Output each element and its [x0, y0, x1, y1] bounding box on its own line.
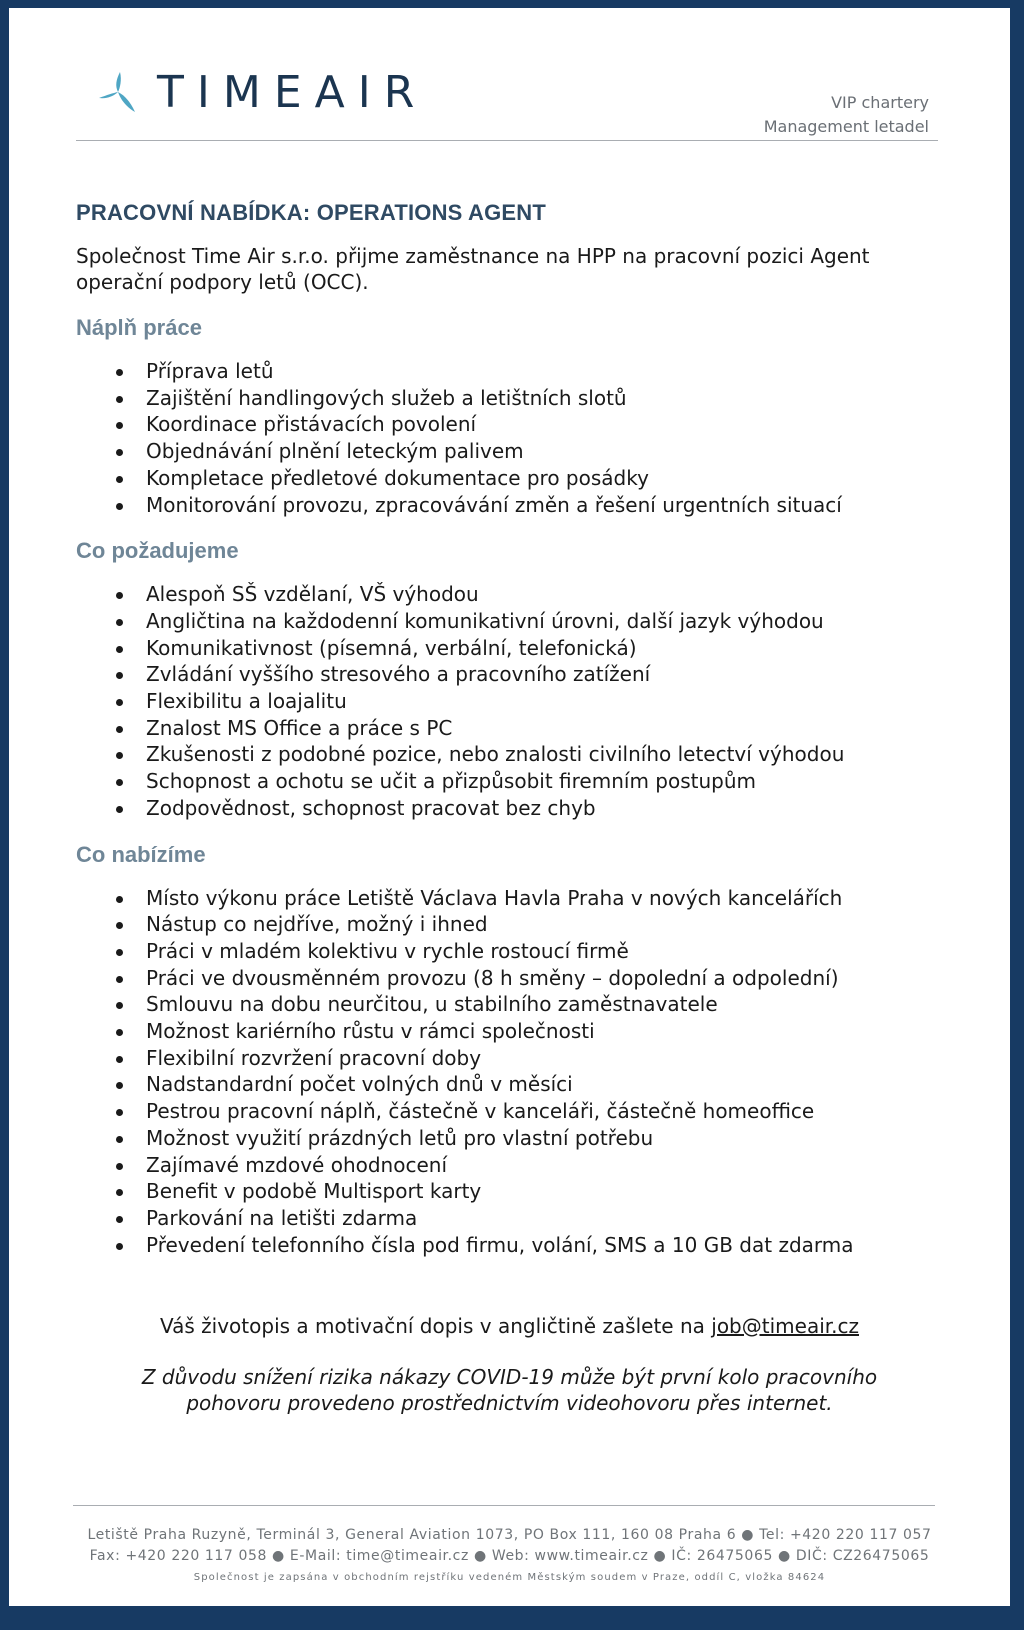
document-page	[9, 8, 1010, 1606]
list-item: Flexibilitu a loajalitu	[76, 688, 946, 715]
list-item: Angličtina na každodenní komunikativní úrovni, další jazyk výhodou	[76, 608, 946, 635]
list-item: Nadstandardní počet volných dnů v měsíci	[76, 1071, 946, 1098]
list-item: Koordinace přistávacích povolení	[76, 411, 946, 438]
list-item: Zvládání vyššího stresového a pracovního zatížení	[76, 661, 946, 688]
list-item: Příprava letů	[76, 358, 946, 385]
list-item: Místo výkonu práce Letiště Václava Havla Praha v nových kancelářích	[76, 885, 946, 912]
timeair-logo	[95, 62, 427, 122]
tagline	[764, 91, 929, 139]
header-divider	[76, 140, 938, 141]
tagline-line-1: VIP chartery	[831, 93, 929, 112]
list-item: Převedení telefonního čísla pod firmu, volání, SMS a 10 GB dat zdarma	[76, 1232, 946, 1259]
list-item: Práci ve dvousměnném provozu (8 h směny – dopolední a odpolední)	[76, 965, 946, 992]
list-item: Komunikativnost (písemná, verbální, telefonická)	[76, 635, 946, 662]
job-title: PRACOVNÍ NABÍDKA: OPERATIONS AGENT	[76, 200, 547, 225]
list-item: Znalost MS Office a práce s PC	[76, 715, 946, 742]
section-heading-nabizime: Co nabízíme	[76, 841, 206, 867]
cta-text: Váš životopis a motivační dopis v angličtině zašlete na	[160, 1314, 712, 1338]
list-item: Schopnost a ochotu se učit a přizpůsobit firemním postupům	[76, 768, 946, 795]
email-link[interactable]: job@timeair.cz	[711, 1314, 859, 1338]
list-item: Možnost kariérního růstu v rámci společnosti	[76, 1018, 946, 1045]
list-item: Flexibilní rozvržení pracovní doby	[76, 1045, 946, 1072]
list-item: Alespoň SŠ vzdělaní, VŠ výhodou	[76, 581, 946, 608]
list-item: Benefit v podobě Multisport karty	[76, 1178, 946, 1205]
list-item: Objednávání plnění leteckým palivem	[76, 438, 946, 465]
covid-note	[9, 1364, 1010, 1416]
footer-divider	[73, 1505, 935, 1506]
list-item: Možnost využití prázdných letů pro vlastní potřebu	[76, 1125, 946, 1152]
section-heading-pozadujeme: Co požadujeme	[76, 538, 239, 564]
brand-name: TIMEAIR	[157, 66, 428, 118]
covid-note-line-2: pohovoru provedeno prostřednictvím videohovoru přes internet.	[186, 1391, 833, 1415]
list-item: Zodpovědnost, schopnost pracovat bez chyb	[76, 795, 946, 822]
list-item: Zkušenosti z podobné pozice, nebo znalosti civilního letectví výhodou	[76, 741, 946, 768]
list-item: Zajištění handlingových služeb a letištních slotů	[76, 385, 946, 412]
list-item: Parkování na letišti zdarma	[76, 1205, 946, 1232]
list-item: Práci v mladém kolektivu v rychle rostoucí firmě	[76, 938, 946, 965]
main-content	[76, 200, 946, 1278]
propeller-logo-icon	[95, 68, 143, 116]
requirements-list	[76, 581, 946, 821]
duties-list	[76, 358, 946, 518]
application-instructions	[9, 1314, 1010, 1338]
footer	[9, 1525, 1010, 1587]
list-item: Monitorování provozu, zpracovávání změn a řešení urgentních situací	[76, 492, 946, 519]
footer-address: Letiště Praha Ruzyně, Terminál 3, General Aviation 1073, PO Box 111, 160 08 Praha 6 ● Tel: +420 220 117 057	[87, 1527, 932, 1543]
list-item: Zajímavé mzdové ohodnocení	[76, 1152, 946, 1179]
list-item: Smlouvu na dobu neurčitou, u stabilního zaměstnavatele	[76, 991, 946, 1018]
covid-note-line-1: Z důvodu snížení rizika nákazy COVID-19 může být první kolo pracovního	[141, 1365, 878, 1389]
list-item: Nástup co nejdříve, možný i ihned	[76, 911, 946, 938]
list-item: Pestrou pracovní náplň, částečně v kanceláři, částečně homeoffice	[76, 1098, 946, 1125]
intro-paragraph: Společnost Time Air s.r.o. přijme zaměstnance na HPP na pracovní pozici Agent operační podpory letů (OCC).	[76, 244, 870, 294]
tagline-line-2: Management letadel	[763, 117, 929, 136]
offer-list	[76, 885, 946, 1259]
section-heading-napln: Náplň práce	[76, 315, 202, 340]
footer-registry: Společnost je zapsána v obchodním rejstříku vedeném Městským soudem v Praze, oddíl C, vložka 84624	[193, 1572, 826, 1583]
list-item: Kompletace předletové dokumentace pro posádky	[76, 465, 946, 492]
footer-contacts: Fax: +420 220 117 058 ● E-Mail: time@timeair.cz ● Web: www.timeair.cz ● IČ: 26475065 ● DIČ: CZ26475065	[89, 1548, 930, 1564]
